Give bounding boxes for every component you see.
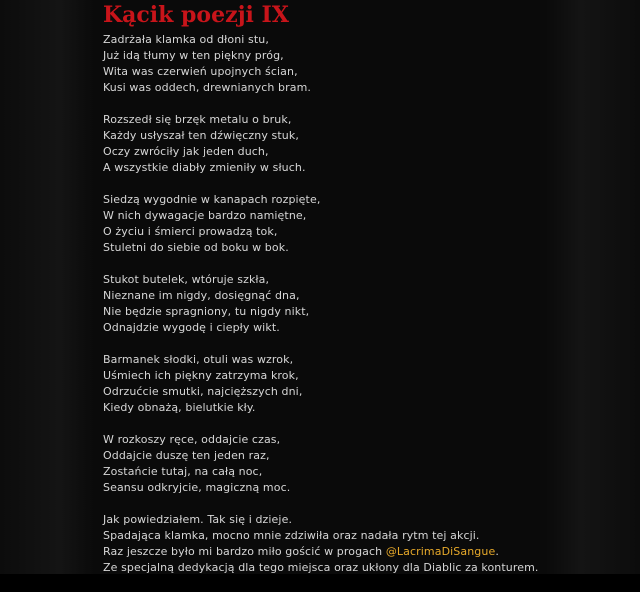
- afterword: [103, 512, 633, 576]
- afterword-line-with-mention: [103, 544, 633, 560]
- poem-line: Stukot butelek, wtóruje szkła,: [103, 273, 270, 286]
- poem-line: Odrzućcie smutki, najcięższych dni,: [103, 385, 303, 398]
- afterword-text: .: [495, 545, 499, 558]
- afterword-text: Raz jeszcze było mi bardzo miło gościć w progach: [103, 545, 386, 558]
- poem-line: Odnajdzie wygodę i ciepły wikt.: [103, 321, 280, 334]
- poem-line: Nieznane im nigdy, dosięgnąć dna,: [103, 289, 300, 302]
- afterword-line: Spadająca klamka, mocno mnie zdziwiła oraz nadała rytm tej akcji.: [103, 529, 480, 542]
- poem-line: Siedzą wygodnie w kanapach rozpięte,: [103, 193, 321, 206]
- poem-line: Każdy usłyszał ten dźwięczny stuk,: [103, 129, 299, 142]
- poem-line: Stuletni do siebie od boku w bok.: [103, 241, 289, 254]
- poem-line: W rozkoszy ręce, oddajcie czas,: [103, 433, 281, 446]
- page-title: Kącik poezji IX: [103, 2, 289, 28]
- poem-line: A wszystkie diabły zmieniły w słuch.: [103, 161, 306, 174]
- poem-line: Zostańcie tutaj, na całą noc,: [103, 465, 263, 478]
- stanza-4: [103, 272, 633, 336]
- poem-line: O życiu i śmierci prowadzą tok,: [103, 225, 278, 238]
- poem-line: Nie będzie spragniony, tu nigdy nikt,: [103, 305, 310, 318]
- poem-line: Wita was czerwień upojnych ścian,: [103, 65, 298, 78]
- poem-line: Barmanek słodki, otuli was wzrok,: [103, 353, 294, 366]
- stanza-2: [103, 112, 633, 176]
- poem-line: Kusi was oddech, drewnianych bram.: [103, 81, 312, 94]
- poem-line: Rozszedł się brzęk metalu o bruk,: [103, 113, 292, 126]
- poem-line: Uśmiech ich piękny zatrzyma krok,: [103, 369, 299, 382]
- poem-line: Już idą tłumy w ten piękny próg,: [103, 49, 284, 62]
- afterword-line: Ze specjalną dedykacją dla tego miejsca oraz ukłony dla Diablic za konturem.: [103, 561, 539, 574]
- poem-line: Kiedy obnażą, bielutkie kły.: [103, 401, 256, 414]
- poem-line: Oczy zwróciły jak jeden duch,: [103, 145, 269, 158]
- poem-line: Oddajcie duszę ten jeden raz,: [103, 449, 270, 462]
- poem-line: W nich dywagacje bardzo namiętne,: [103, 209, 307, 222]
- poem-line: Seansu odkryjcie, magiczną moc.: [103, 481, 291, 494]
- stanza-6: [103, 432, 633, 496]
- poem-line: Zadrżała klamka od dłoni stu,: [103, 33, 269, 46]
- user-mention-link[interactable]: @LacrimaDiSangue: [385, 545, 496, 558]
- afterword-line: Jak powiedziałem. Tak się i dzieje.: [103, 513, 293, 526]
- poem-body: [103, 32, 633, 592]
- stanza-5: [103, 352, 633, 416]
- stanza-3: [103, 192, 633, 256]
- stanza-1: [103, 32, 633, 96]
